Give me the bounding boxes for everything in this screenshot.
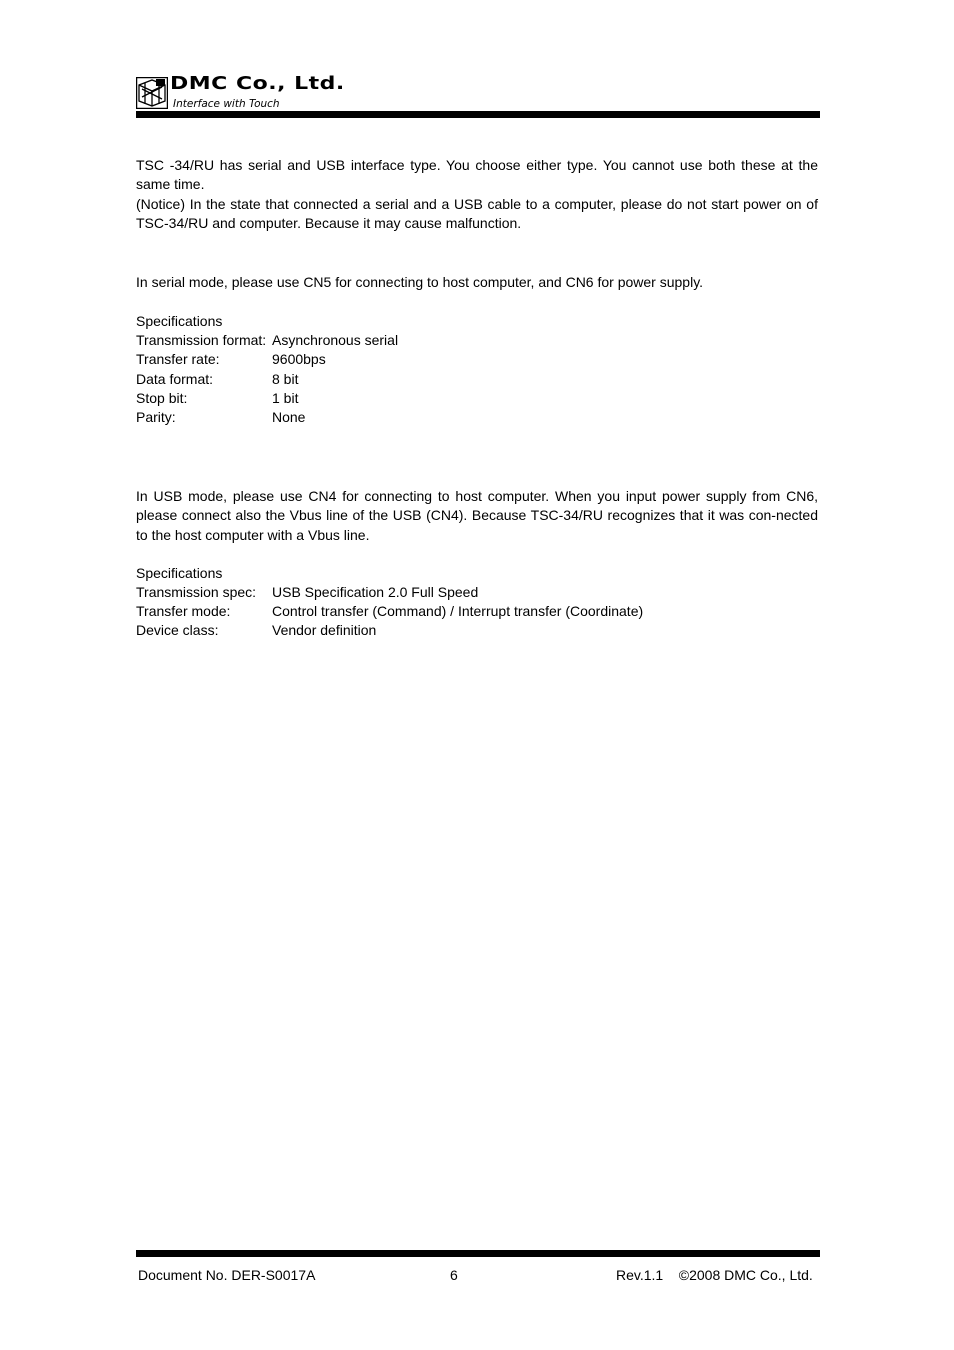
page-number: 6 — [450, 1267, 458, 1283]
document-number: Document No. DER-S0017A — [138, 1267, 316, 1283]
spec-value: 8 bit — [272, 371, 299, 387]
serial-description: In serial mode, please use CN5 for connecting to host computer, and CN6 for power supply. — [136, 274, 704, 290]
spec-label: Device class: — [136, 622, 219, 638]
spec-value: 1 bit — [272, 390, 299, 406]
usb-description: In USB mode, please use CN4 for connecting to host computer. When you input power supply from CN6, please connect also the Vbus line of the USB (CN4). Because TSC-34/RU recognizes that it was con-nected to the host computer with a Vbus line. — [136, 488, 818, 543]
spec-value: Asynchronous serial — [272, 332, 399, 348]
spec-value: Control transfer (Command) / Interrupt transfer (Coordinate) — [272, 603, 644, 619]
spec-value: Vendor definition — [272, 622, 377, 638]
header-rule — [136, 111, 820, 118]
spec-label: Transmission spec: — [136, 584, 257, 600]
spec-label: Transmission format: — [136, 332, 267, 348]
company-tagline: Interface with Touch — [173, 98, 280, 110]
usb-spec-heading: Specifications — [136, 565, 223, 581]
spec-label: Data format: — [136, 371, 214, 387]
spec-label: Stop bit: — [136, 390, 188, 406]
spec-value: 9600bps — [272, 351, 326, 367]
spec-value: USB Specification 2.0 Full Speed — [272, 584, 479, 600]
company-name: DMC Co., Ltd. — [170, 74, 345, 94]
serial-spec-heading: Specifications — [136, 313, 223, 329]
spec-label: Transfer mode: — [136, 603, 231, 619]
spec-label: Transfer rate: — [136, 351, 220, 367]
revision-copyright: Rev.1.1 ©2008 DMC Co., Ltd. — [616, 1267, 813, 1283]
spec-label: Parity: — [136, 409, 176, 425]
footer-rule — [136, 1250, 820, 1257]
intro-paragraph: TSC -34/RU has serial and USB interface type. You choose either type. You cannot use both these at the same time. — [136, 157, 818, 193]
company-logo-icon — [136, 77, 168, 109]
notice-paragraph: (Notice) In the state that connected a serial and a USB cable to a computer, please do not start power on of TSC-34/RU and computer. Because it may cause malfunction. — [136, 196, 818, 232]
spec-value: None — [272, 409, 306, 425]
